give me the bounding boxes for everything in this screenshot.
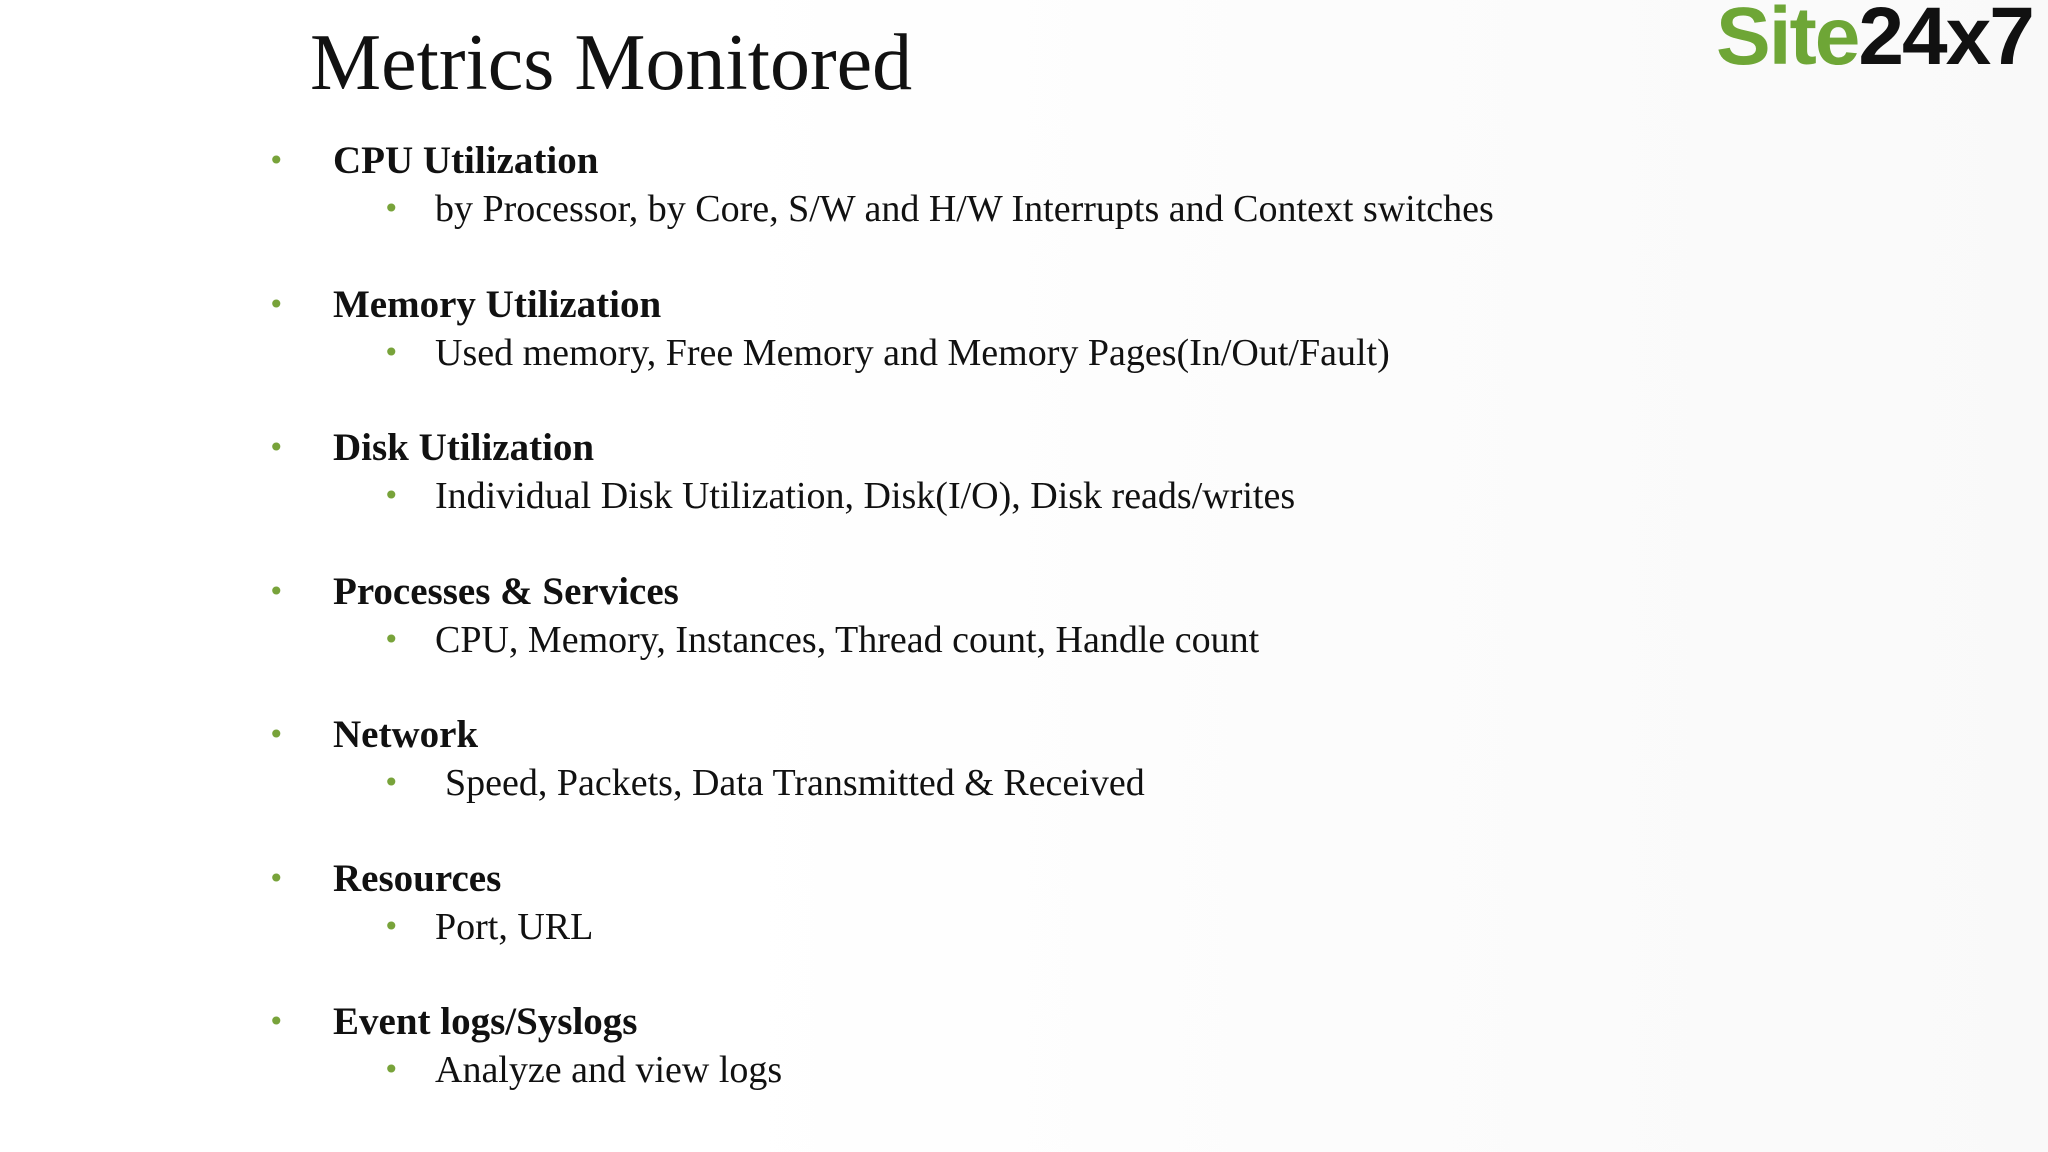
logo-24x7-text: 24x7 [1858, 0, 2033, 82]
bullet-icon: • [268, 575, 285, 608]
metric-detail: Port, URL [435, 906, 594, 948]
slide-title: Metrics Monitored [310, 19, 913, 107]
sub-bullet-icon: • [383, 192, 400, 225]
metric-heading: CPU Utilization [333, 139, 599, 182]
bullet-icon: • [268, 144, 285, 177]
sub-bullet-icon: • [383, 1053, 400, 1086]
sub-bullet-icon: • [383, 766, 400, 799]
sub-bullet-icon: • [383, 336, 400, 369]
metric-heading: Network [333, 713, 479, 756]
metric-detail: by Processor, by Core, S/W and H/W Interrupts and Context switches [435, 188, 1494, 230]
metric-heading: Disk Utilization [333, 426, 595, 469]
sub-bullet-icon: • [383, 479, 400, 512]
bullet-icon: • [268, 718, 285, 751]
metric-detail: CPU, Memory, Instances, Thread count, Handle count [435, 619, 1260, 661]
metric-detail: Individual Disk Utilization, Disk(I/O), Disk reads/writes [435, 475, 1296, 517]
metric-heading: Memory Utilization [333, 283, 662, 326]
sub-bullet-icon: • [383, 910, 400, 943]
metric-heading: Resources [333, 857, 502, 900]
bullet-icon: • [268, 431, 285, 464]
bullet-icon: • [268, 288, 285, 321]
bullet-icon: • [268, 1005, 285, 1038]
metric-heading: Processes & Services [333, 570, 679, 613]
sub-bullet-icon: • [383, 623, 400, 656]
metric-detail: Used memory, Free Memory and Memory Pages(In/Out/Fault) [435, 332, 1390, 374]
logo-site-text: Site [1716, 0, 1859, 82]
metric-detail: Analyze and view logs [435, 1049, 783, 1091]
bullet-icon: • [268, 862, 285, 895]
metric-heading: Event logs/Syslogs [333, 1000, 638, 1043]
metric-detail: Speed, Packets, Data Transmitted & Received [445, 762, 1145, 804]
